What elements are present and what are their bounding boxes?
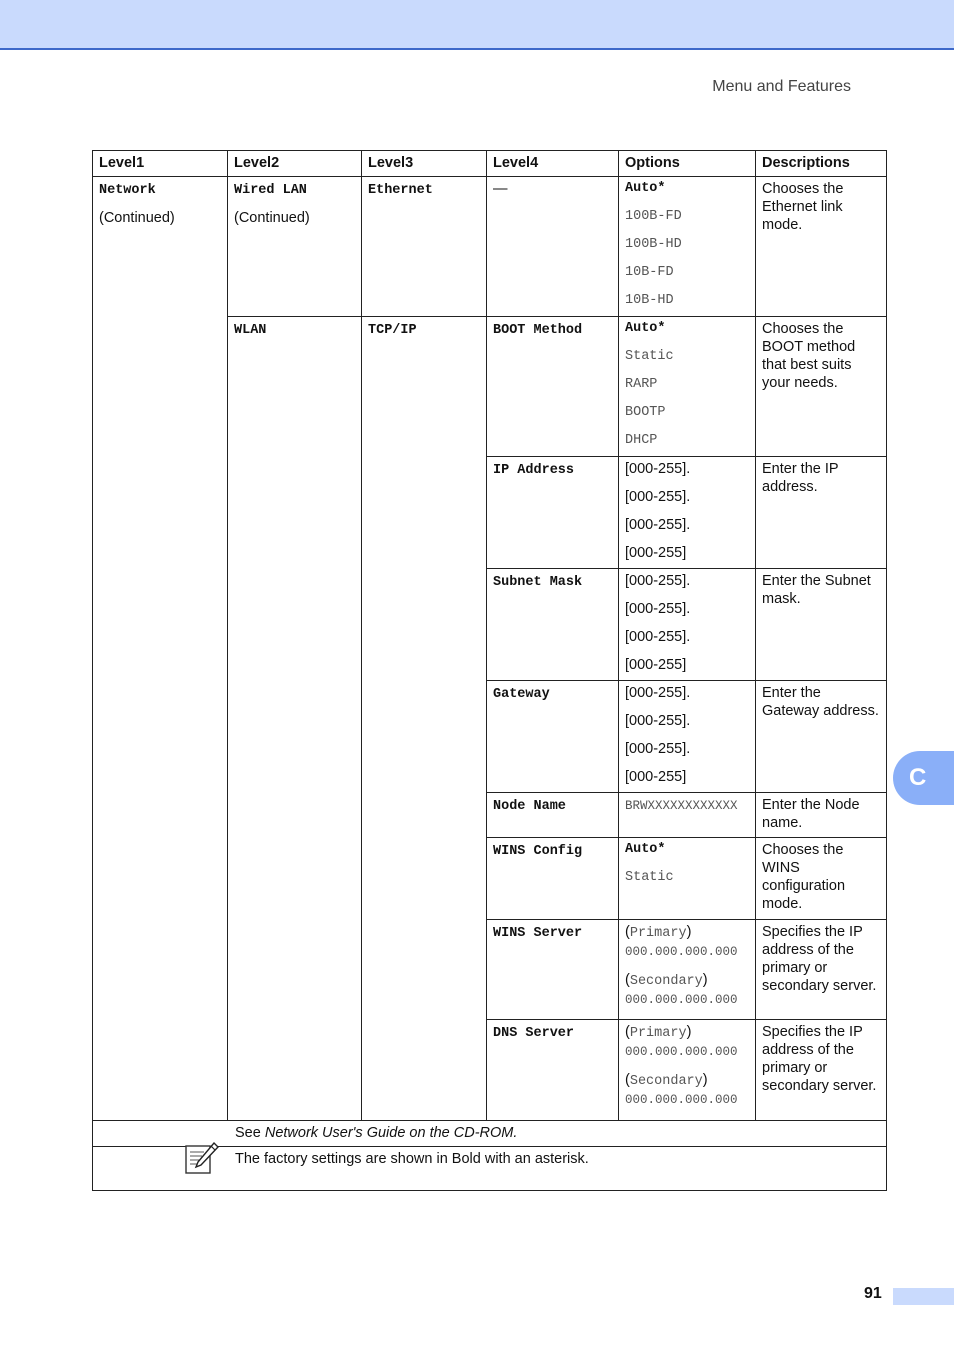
option-gap (625, 1061, 749, 1071)
option-100b-hd: 100B-HD (625, 237, 682, 252)
footer-bar (893, 1288, 954, 1305)
option-octet: [000-255]. (625, 629, 691, 645)
guide-reference: Network User's Guide on the CD-ROM. (264, 1125, 518, 1141)
header-descriptions: Descriptions (756, 151, 887, 177)
level2-cell-wlan (228, 317, 362, 1121)
level4-gateway: Gateway (493, 687, 550, 702)
level4-cell-subnet (487, 569, 619, 681)
option-primary-ip: 000.000.000.000 (625, 945, 738, 959)
option-static: Static (625, 349, 674, 364)
option-octet: [000-255] (625, 769, 687, 785)
option-octet: [000-255] (625, 545, 687, 561)
header-level4: Level4 (487, 151, 619, 177)
header-level1: Level1 (93, 151, 228, 177)
description-wins-config: Chooses the WINS configuration mode. (756, 838, 887, 920)
level4-dns-server: DNS Server (493, 1026, 575, 1041)
level4-cell-boot (487, 317, 619, 457)
level3-cell-tcpip (362, 317, 487, 1121)
option-auto: Auto* (625, 181, 666, 196)
option-octet: [000-255]. (625, 573, 691, 589)
options-cell-dns-server (619, 1020, 756, 1121)
level4-wins-config: WINS Config (493, 844, 583, 859)
option-secondary-ip: 000.000.000.000 (625, 993, 738, 1007)
secondary-label: Secondary (629, 974, 703, 989)
header-level2: Level2 (228, 151, 362, 177)
level2-cell-wired (228, 177, 362, 317)
secondary-label: Secondary (629, 1074, 703, 1089)
option-primary-ip: 000.000.000.000 (625, 1045, 738, 1059)
description-ethernet: Chooses the Ethernet link mode. (756, 177, 887, 317)
option-secondary: (Secondary) (625, 972, 708, 989)
menu-table (92, 150, 887, 1191)
options-cell-wins-config (619, 838, 756, 920)
level1-network: Network (99, 183, 156, 198)
option-gap (625, 961, 749, 971)
level1-cell (93, 177, 228, 1121)
option-octet: [000-255]. (625, 517, 691, 533)
level4-cell-dns-server (487, 1020, 619, 1121)
option-secondary-ip: 000.000.000.000 (625, 1093, 738, 1107)
level4-cell-ip (487, 457, 619, 569)
option-secondary: (Secondary) (625, 1072, 708, 1089)
option-octet: [000-255]. (625, 685, 691, 701)
primary-label: Primary (629, 926, 687, 941)
description-dns-server: Specifies the IP address of the primary or secondary server. (756, 1020, 887, 1121)
description-boot: Chooses the BOOT method that best suits your needs. (756, 317, 887, 457)
option-100b-fd: 100B-FD (625, 209, 682, 224)
table-row (93, 177, 887, 317)
option-auto: Auto* (625, 321, 666, 336)
level4-cell-wins-server (487, 920, 619, 1020)
level4-boot-method: BOOT Method (493, 323, 583, 338)
option-auto: Auto* (625, 842, 666, 857)
level4-wins-server: WINS Server (493, 926, 583, 941)
level1-continued: (Continued) (99, 210, 175, 226)
description-ip: Enter the IP address. (756, 457, 887, 569)
chapter-tab: C (893, 751, 954, 805)
options-cell-node (619, 793, 756, 838)
page-header-title: Menu and Features (712, 78, 851, 95)
level4-subnet-mask: Subnet Mask (493, 575, 583, 590)
level3-tcpip: TCP/IP (368, 323, 417, 338)
options-cell-wins-server (619, 920, 756, 1020)
header-level3: Level3 (362, 151, 487, 177)
options-cell-ethernet (619, 177, 756, 317)
primary-label: Primary (629, 1026, 687, 1041)
header-options: Options (619, 151, 756, 177)
option-octet: [000-255]. (625, 461, 691, 477)
level4-node-name: Node Name (493, 799, 566, 814)
table-header-row (93, 151, 887, 177)
description-gateway: Enter the Gateway address. (756, 681, 887, 793)
option-node-name: BRWXXXXXXXXXXXX (625, 799, 738, 813)
option-10b-fd: 10B-FD (625, 265, 674, 280)
option-dhcp: DHCP (625, 433, 658, 448)
option-rarp: RARP (625, 377, 658, 392)
level4-cell-gateway (487, 681, 619, 793)
option-primary: (Primary) (625, 1024, 692, 1041)
level4-cell-ethernet (487, 177, 619, 317)
page-number: 91 (864, 1285, 882, 1302)
option-octet: [000-255]. (625, 601, 691, 617)
level4-cell-wins-config (487, 838, 619, 920)
option-10b-hd: 10B-HD (625, 293, 674, 308)
option-octet: [000-255]. (625, 741, 691, 757)
description-wins-server: Specifies the IP address of the primary or secondary server. (756, 920, 887, 1020)
level3-ethernet: Ethernet (368, 183, 433, 198)
top-band (0, 0, 954, 50)
option-octet: [000-255]. (625, 713, 691, 729)
options-cell-ip (619, 457, 756, 569)
factory-note-text: The factory settings are shown in Bold with an asterisk. (235, 1151, 589, 1167)
description-node: Enter the Node name. (756, 793, 887, 838)
level4-dash: — (493, 181, 508, 197)
option-bootp: BOOTP (625, 405, 666, 420)
option-static: Static (625, 870, 674, 885)
option-octet: [000-255]. (625, 489, 691, 505)
level4-ip-address: IP Address (493, 463, 575, 478)
options-cell-gateway (619, 681, 756, 793)
level2-wired-lan: Wired LAN (234, 183, 307, 198)
level2-wlan: WLAN (234, 323, 267, 338)
see-prefix: See (235, 1125, 265, 1141)
level3-cell-ethernet (362, 177, 487, 317)
options-cell-subnet (619, 569, 756, 681)
option-octet: [000-255] (625, 657, 687, 673)
options-cell-boot (619, 317, 756, 457)
description-subnet: Enter the Subnet mask. (756, 569, 887, 681)
option-primary: (Primary) (625, 924, 692, 941)
level4-cell-node (487, 793, 619, 838)
pencil-note-icon (184, 1141, 220, 1175)
level2-continued: (Continued) (234, 210, 310, 226)
